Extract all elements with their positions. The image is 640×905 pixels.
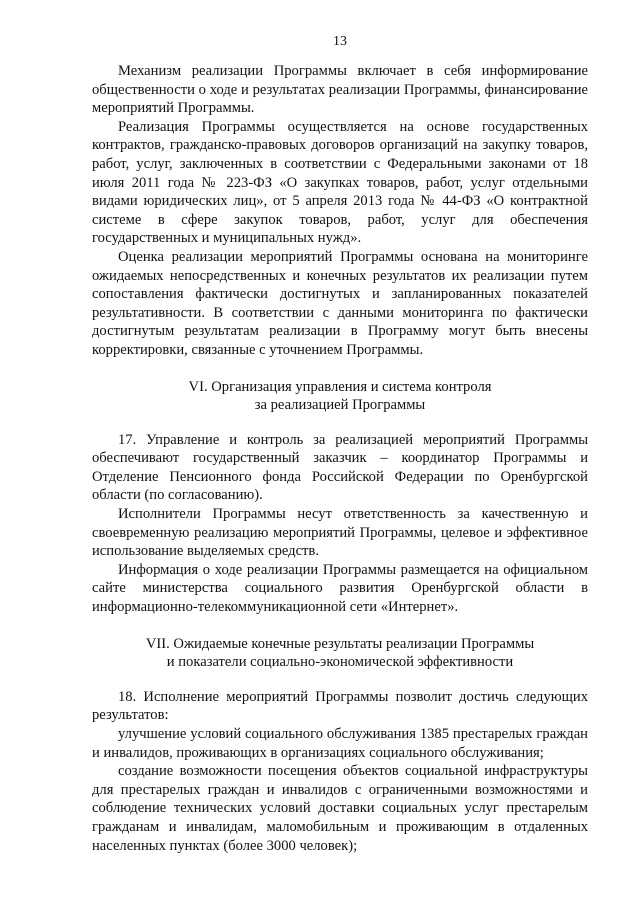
section-6-title-line2: за реализацией Программы [254, 397, 426, 414]
section-7-heading [92, 635, 588, 672]
section-7-title-line1: VII. Ожидаемые конечные результаты реализации Программы [145, 635, 535, 652]
paragraph-information: Информация о ходе реализации Программы размещается на официальном сайте министерства социального развития Оренбургской области в информационно-телекоммуникационной сети «Интернет». [92, 561, 588, 616]
paragraph-18-results: 18. Исполнение мероприятий Программы позволит достичь следующих результатов: [92, 688, 588, 724]
paragraph-17-management: 17. Управление и контроль за реализацией мероприятий Программы обеспечивают государственный заказчик – координатор Программы и Отделение Пенсионного фонда Российской Федерации по Оренбургской области (по согласованию). [92, 431, 588, 504]
section-6-title-line1: VI. Организация управления и система контроля [188, 378, 492, 395]
paragraph-evaluation: Оценка реализации мероприятий Программы основана на мониторинге ожидаемых непосредственных и конечных результатов их реализации путем сопоставления фактически достигнутых и запланированных показателей результативности. В соответствии с данными мониторинга по фактически достигнутым результатам реализации в Программу могут быть внесены корректировки, связанные с уточнением Программы. [92, 248, 588, 358]
paragraph-mechanism: Механизм реализации Программы включает в себя информирование общественности о ходе и результатах реализации Программы, финансирование мероприятий Программы. [92, 63, 588, 117]
section-6-heading [92, 378, 588, 415]
list-item-conditions: улучшение условий социального обслуживания 1385 престарелых граждан и инвалидов, проживающих в организациях социального обслуживания; [92, 726, 588, 761]
section-7-title-line2: и показатели социально-экономической эффективности [166, 654, 514, 671]
paragraph-implementation: Реализация Программы осуществляется на основе государственных контрактов, гражданско-правовых договоров организаций на закупку товаров, работ, услуг, заключенных в соответствии с Федеральными законами от 18 июля 2011 года № 223-ФЗ «О закупках товаров, работ, услуг отдельными видами юридических лиц», от 5 апреля 2013 года № 44-ФЗ «О контрактной системе в сфере закупок товаров, работ, услуг для обеспечения государственных и муниципальных нужд». [92, 118, 588, 247]
page-number: 13 [333, 34, 347, 49]
list-item-accessibility: создание возможности посещения объектов социальной инфраструктуры для престарелых граждан и инвалидов с ограниченными возможностями и соблюдение технических условий доставки социальных услуг престарелым гражданам и инвалидам, маломобильным и проживающим в отдаленных населенных пунктах (более 3000 человек); [92, 763, 588, 854]
paragraph-executors: Исполнители Программы несут ответственность за качественную и своевременную реализацию мероприятий Программы, целевое и эффективное использование выделяемых средств. [92, 506, 588, 560]
